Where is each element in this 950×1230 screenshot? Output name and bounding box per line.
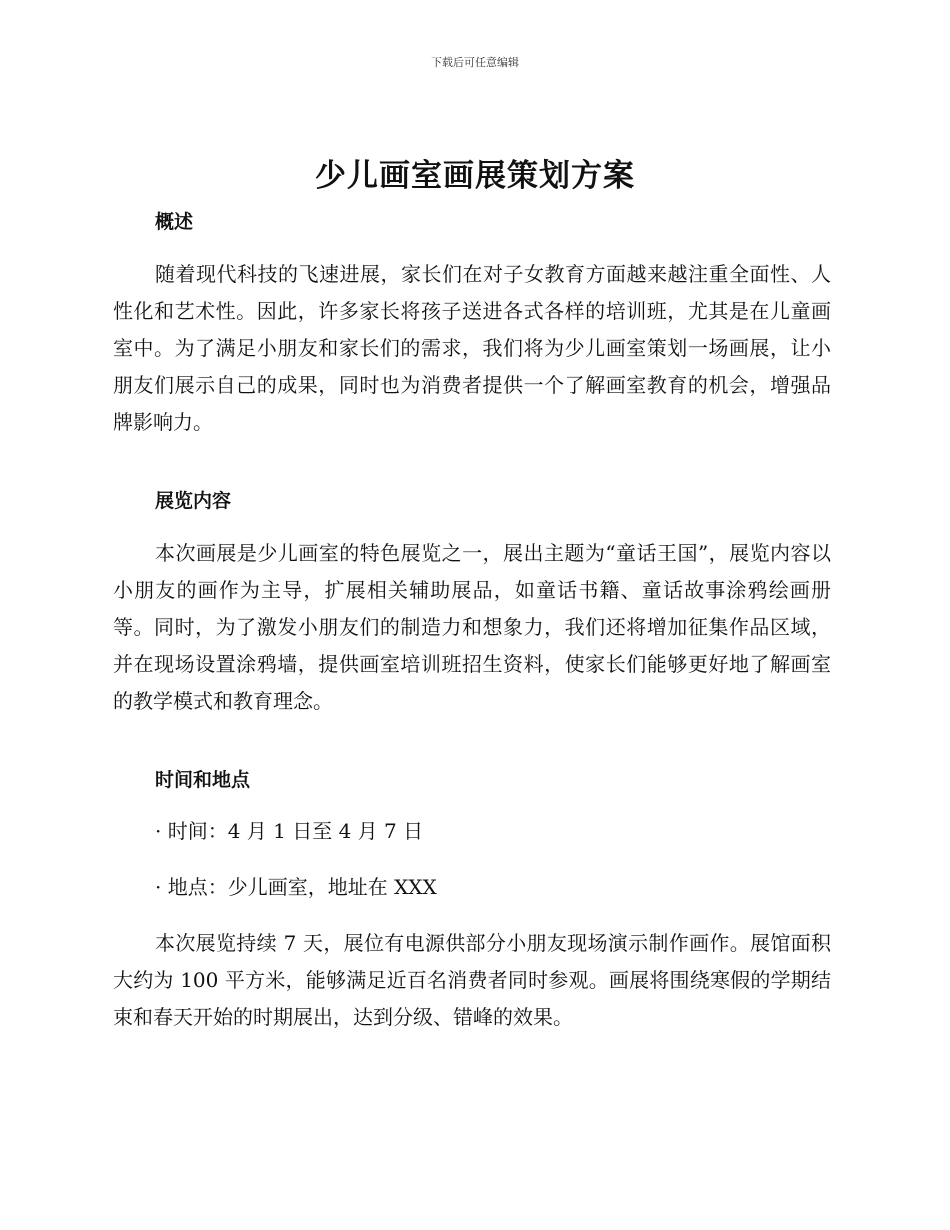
section-heading-overview: 概述 xyxy=(155,211,194,233)
section-heading-content: 展览内容 xyxy=(155,490,232,512)
bullet-location: · 地点：少儿画室，地址在 XXX xyxy=(155,875,437,899)
section-paragraph-overview: 随着现代科技的飞速进展，家长们在对子女教育方面越来越注重全面性、人性化和艺术性。因此，许多家长将孩子送进各式各样的培训班，尤其是在儿童画室中。为了满足小朋友和家长们的需求，我们将为少儿画室策划一场画展，让小朋友们展示自己的成果，同时也为消费者提供一个了解画室教育的机会，增强品牌影响力。 xyxy=(113,262,831,434)
document-title: 少儿画室画展策划方案 xyxy=(315,158,635,194)
header-note: 下载后可任意编辑 xyxy=(431,56,519,69)
section-paragraph-time-place: 本次展览持续 7 天，展位有电源供部分小朋友现场演示制作画作。展馆面积大约为 100 平方米，能够满足近百名消费者同时参观。画展将围绕寒假的学期结束和春天开始的时期展出，达到分级、错峰的效果。 xyxy=(113,931,831,1029)
section-paragraph-content: 本次画展是少儿画室的特色展览之一，展出主题为“童话王国”，展览内容以小朋友的画作为主导，扩展相关辅助展品，如童话书籍、童话故事涂鸦绘画册等。同时，为了激发小朋友们的制造力和想象力，我们还将增加征集作品区域，并在现场设置涂鸦墙，提供画室培训班招生资料，使家长们能够更好地了解画室的教学模式和教育理念。 xyxy=(113,541,831,713)
bullet-time: · 时间：4 月 1 日至 4 月 7 日 xyxy=(155,819,424,843)
section-heading-time-place: 时间和地点 xyxy=(155,769,251,791)
